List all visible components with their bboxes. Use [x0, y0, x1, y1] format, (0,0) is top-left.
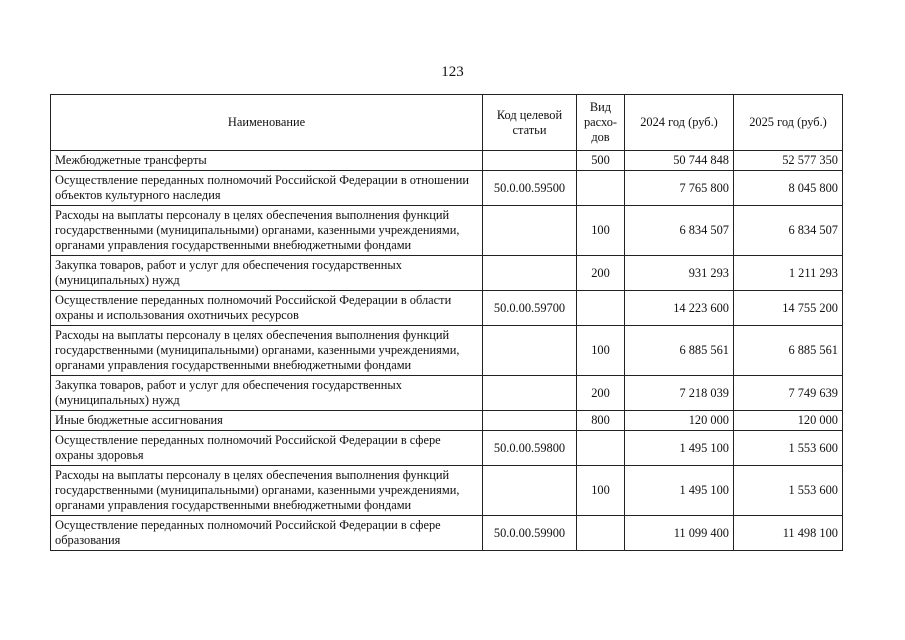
row-code	[483, 376, 577, 411]
row-amount-2025: 1 553 600	[734, 431, 843, 466]
row-code: 50.0.00.59700	[483, 291, 577, 326]
table-row	[51, 376, 843, 411]
row-amount-2025: 120 000	[734, 411, 843, 431]
row-name: Расходы на выплаты персоналу в целях обеспечения выполнения функций государственными (муниципальными) органами, казенными учреждениями, органами управления государственными внебюджетными фондами	[51, 206, 483, 256]
row-amount-2024: 1 495 100	[625, 466, 734, 516]
table-row	[51, 206, 843, 256]
row-name: Закупка товаров, работ и услуг для обеспечения государственных (муниципальных) нужд	[51, 376, 483, 411]
row-name: Расходы на выплаты персоналу в целях обеспечения выполнения функций государственными (муниципальными) органами, казенными учреждениями, органами управления государственными внебюджетными фондами	[51, 466, 483, 516]
row-amount-2024: 120 000	[625, 411, 734, 431]
row-kind: 100	[577, 206, 625, 256]
row-amount-2024: 7 218 039	[625, 376, 734, 411]
row-amount-2025: 11 498 100	[734, 516, 843, 551]
row-amount-2024: 6 834 507	[625, 206, 734, 256]
row-name: Иные бюджетные ассигнования	[51, 411, 483, 431]
table-header-row	[51, 95, 843, 151]
row-code	[483, 151, 577, 171]
row-code: 50.0.00.59500	[483, 171, 577, 206]
row-name: Осуществление переданных полномочий Российской Федерации в отношении объектов культурного наследия	[51, 171, 483, 206]
row-kind: 100	[577, 466, 625, 516]
table-row	[51, 411, 843, 431]
page-number: 123	[441, 64, 464, 80]
table-row	[51, 326, 843, 376]
row-kind: 500	[577, 151, 625, 171]
row-name: Осуществление переданных полномочий Российской Федерации в сфере охраны здоровья	[51, 431, 483, 466]
row-code	[483, 411, 577, 431]
row-amount-2025: 6 885 561	[734, 326, 843, 376]
table-row	[51, 151, 843, 171]
row-amount-2025: 1 211 293	[734, 256, 843, 291]
budget-table	[50, 94, 843, 551]
row-name: Осуществление переданных полномочий Российской Федерации в сфере образования	[51, 516, 483, 551]
row-amount-2025: 52 577 350	[734, 151, 843, 171]
header-year-2025: 2025 год (руб.)	[734, 95, 843, 151]
row-amount-2024: 931 293	[625, 256, 734, 291]
row-code	[483, 206, 577, 256]
row-name: Закупка товаров, работ и услуг для обеспечения государственных (муниципальных) нужд	[51, 256, 483, 291]
row-amount-2025: 8 045 800	[734, 171, 843, 206]
row-amount-2024: 14 223 600	[625, 291, 734, 326]
row-amount-2024: 50 744 848	[625, 151, 734, 171]
row-code	[483, 326, 577, 376]
row-kind: 200	[577, 256, 625, 291]
row-kind	[577, 516, 625, 551]
row-kind: 800	[577, 411, 625, 431]
table-row	[51, 466, 843, 516]
row-name: Расходы на выплаты персоналу в целях обеспечения выполнения функций государственными (муниципальными) органами, казенными учреждениями, органами управления государственными внебюджетными фондами	[51, 326, 483, 376]
row-amount-2024: 1 495 100	[625, 431, 734, 466]
row-amount-2025: 7 749 639	[734, 376, 843, 411]
row-kind: 100	[577, 326, 625, 376]
row-amount-2025: 6 834 507	[734, 206, 843, 256]
row-code	[483, 466, 577, 516]
header-kind: Вид расхо-дов	[577, 95, 625, 151]
table-row	[51, 256, 843, 291]
row-kind: 200	[577, 376, 625, 411]
row-kind	[577, 171, 625, 206]
table-row	[51, 516, 843, 551]
header-name: Наименование	[51, 95, 483, 151]
header-code: Код целевой статьи	[483, 95, 577, 151]
row-code	[483, 256, 577, 291]
table-row	[51, 291, 843, 326]
header-year-2024: 2024 год (руб.)	[625, 95, 734, 151]
table-row	[51, 431, 843, 466]
row-kind	[577, 291, 625, 326]
table-row	[51, 171, 843, 206]
row-kind	[577, 431, 625, 466]
row-amount-2025: 1 553 600	[734, 466, 843, 516]
row-name: Осуществление переданных полномочий Российской Федерации в области охраны и использования охотничьих ресурсов	[51, 291, 483, 326]
row-code: 50.0.00.59900	[483, 516, 577, 551]
row-name: Межбюджетные трансферты	[51, 151, 483, 171]
row-amount-2024: 11 099 400	[625, 516, 734, 551]
row-amount-2025: 14 755 200	[734, 291, 843, 326]
row-amount-2024: 7 765 800	[625, 171, 734, 206]
row-amount-2024: 6 885 561	[625, 326, 734, 376]
row-code: 50.0.00.59800	[483, 431, 577, 466]
